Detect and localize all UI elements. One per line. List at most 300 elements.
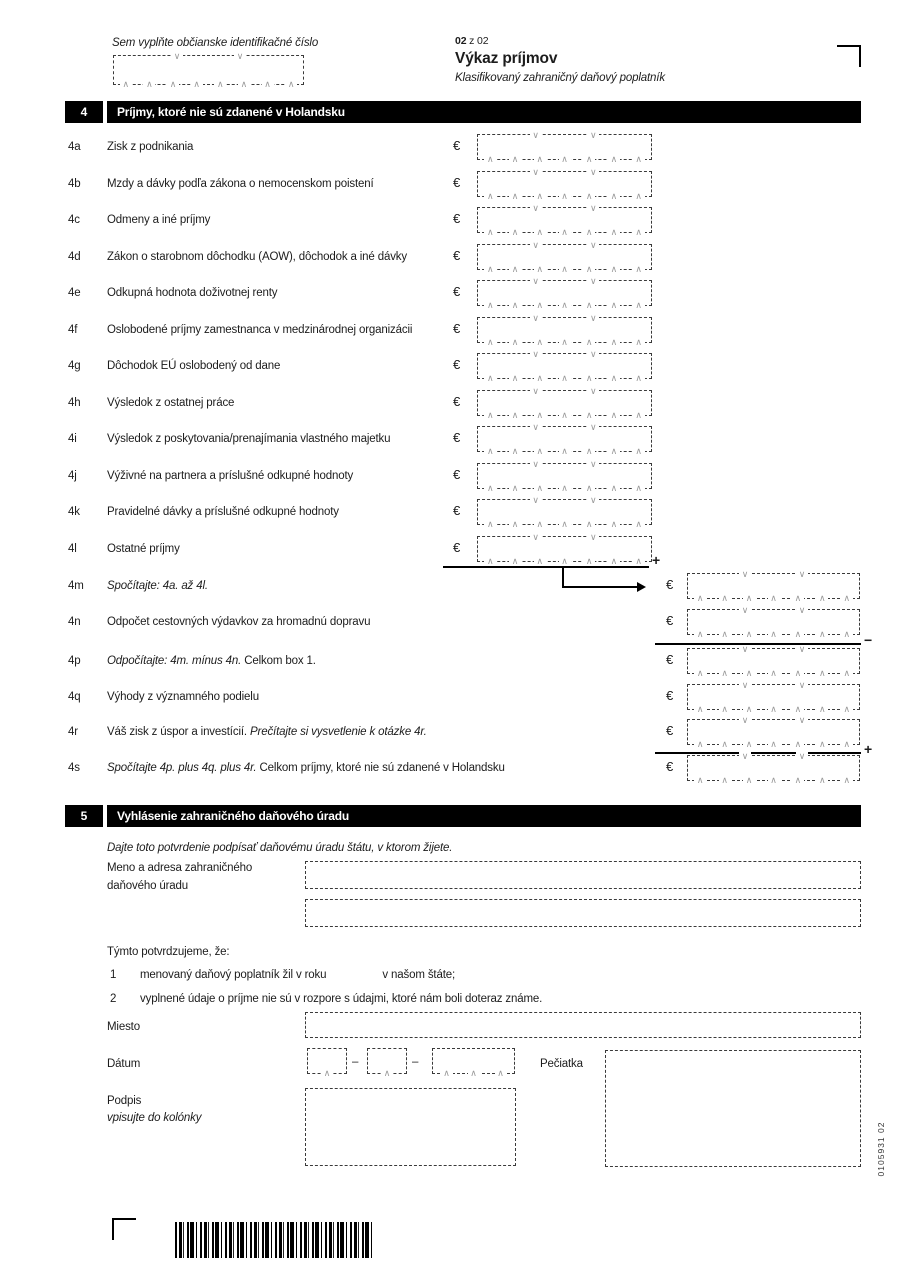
caret-up-icon: ∧ [608,520,620,528]
amount-input-4n[interactable] [687,605,860,639]
euro-symbol: € [666,577,674,592]
caret-up-icon: ∧ [768,594,780,602]
euro-symbol: € [666,652,674,667]
caret-down-icon: ∨ [530,204,542,212]
row-code-4q: 4q [68,691,81,703]
caret-down-icon: ∨ [587,460,599,468]
caret-up-icon: ∧ [768,669,780,677]
date-month-input[interactable] [367,1048,407,1078]
caret-up-icon: ∧ [608,228,620,236]
page-indicator [455,33,488,49]
caret-up-icon: ∧ [792,594,804,602]
amount-input-4j[interactable] [477,459,652,493]
caret-up-icon: ∧ [534,155,546,163]
caret-up-icon: ∧ [534,411,546,419]
euro-symbol: € [453,467,461,482]
section4-number: 4 [65,101,103,123]
row-label-4s [107,760,505,776]
caret-up-icon: ∧ [633,338,645,346]
amount-input-4e[interactable] [477,276,652,310]
caret-down-icon: ∨ [796,645,808,653]
caret-up-icon: ∧ [534,374,546,382]
caret-down-icon: ∨ [587,241,599,249]
row-label-4g: Dôchodok EÚ oslobodený od dane [107,360,281,372]
euro-symbol: € [453,540,461,555]
caret-down-icon: ∨ [739,570,751,578]
caret-up-icon: ∧ [608,155,620,163]
caret-up-icon: ∧ [816,594,828,602]
caret-up-icon: ∧ [743,630,755,638]
place-input[interactable] [305,1012,861,1038]
caret-up-icon: ∧ [484,265,496,273]
caret-up-icon: ∧ [559,520,571,528]
euro-symbol: € [666,613,674,628]
caret-up-icon: ∧ [719,776,731,784]
caret-down-icon: ∨ [587,131,599,139]
caret-down-icon: ∨ [530,387,542,395]
signature-note: vpisujte do kolónky [107,1112,202,1124]
caret-up-icon: ∧ [743,669,755,677]
amount-input-4d[interactable] [477,240,652,274]
row-label-4s-plain: Celkom príjmy, ktoré nie sú zdanené v Holandsku [259,762,505,774]
row-label-4f: Oslobodené príjmy zamestnanca v medzinárodnej organizácii [107,324,413,336]
caret-down-icon: ∨ [530,350,542,358]
caret-down-icon: ∨ [587,423,599,431]
caret-up-icon: ∧ [484,557,496,565]
caret-up-icon: ∧ [559,484,571,492]
caret-up-icon: ∧ [484,155,496,163]
caret-up-icon: ∧ [694,669,706,677]
row-label-4c: Odmeny a iné príjmy [107,214,211,226]
row-label-4i: Výsledok z poskytovania/prenajímania vlastného majetku [107,433,391,445]
caret-up-icon: ∧ [816,630,828,638]
caret-down-icon: ∨ [587,496,599,504]
caret-up-icon: ∧ [468,1069,480,1077]
row-code-4a: 4a [68,141,81,153]
office-name-input[interactable] [305,861,861,889]
caret-up-icon: ∧ [583,228,595,236]
caret-up-icon: ∧ [694,776,706,784]
caret-up-icon: ∧ [583,447,595,455]
caret-up-icon: ∧ [559,301,571,309]
caret-down-icon: ∨ [587,533,599,541]
amount-input-4k[interactable] [477,495,652,529]
caret-down-icon: ∨ [530,496,542,504]
row-label-4k: Pravidelné dávky a príslušné odkupné hodnoty [107,506,339,518]
caret-up-icon: ∧ [214,80,226,88]
row-label-4n: Odpočet cestovných výdavkov za hromadnú dopravu [107,616,371,628]
euro-symbol: € [453,503,461,518]
caret-up-icon: ∧ [583,338,595,346]
confirm-item1-before: menovaný daňový poplatník žil v roku [140,969,327,981]
amount-input-4l[interactable] [477,532,652,566]
caret-up-icon: ∧ [583,557,595,565]
citizen-id-label: Sem vyplňte občianske identifikačné číslo [112,37,319,49]
date-separator: – [412,1056,419,1068]
caret-down-icon: ∨ [587,168,599,176]
caret-up-icon: ∧ [694,740,706,748]
row-code-4n: 4n [68,616,81,628]
row-label-4r-italic: Prečítajte si vysvetlenie k otázke 4r. [250,726,427,738]
caret-up-icon: ∧ [583,484,595,492]
euro-symbol: € [453,394,461,409]
caret-up-icon: ∧ [768,630,780,638]
caret-up-icon: ∧ [583,411,595,419]
caret-up-icon: ∧ [484,301,496,309]
caret-up-icon: ∧ [238,80,250,88]
euro-symbol: € [453,248,461,263]
caret-up-icon: ∧ [583,301,595,309]
caret-down-icon: ∨ [234,52,246,60]
caret-up-icon: ∧ [484,411,496,419]
caret-up-icon: ∧ [191,80,203,88]
amount-input-4c[interactable] [477,203,652,237]
caret-up-icon: ∧ [694,630,706,638]
caret-up-icon: ∧ [381,1069,393,1077]
amount-input-4g[interactable] [477,349,652,383]
row-label-4d: Zákon o starobnom dôchodku (AOW), dôchodok a iné dávky [107,251,408,263]
row-code-4m: 4m [68,580,84,592]
row-code-4f: 4f [68,324,78,336]
caret-up-icon: ∧ [633,484,645,492]
caret-up-icon: ∧ [841,776,853,784]
amount-input-4r[interactable] [687,715,860,749]
plus-sign: + [652,552,661,568]
caret-up-icon: ∧ [509,228,521,236]
row-label-4j: Výživné na partnera a príslušné odkupné hodnoty [107,470,354,482]
section5-number: 5 [65,805,103,827]
caret-up-icon: ∧ [509,192,521,200]
caret-up-icon: ∧ [841,669,853,677]
caret-up-icon: ∧ [484,520,496,528]
arrow-right-icon [637,582,646,592]
caret-up-icon: ∧ [509,484,521,492]
caret-up-icon: ∧ [633,155,645,163]
caret-up-icon: ∧ [694,594,706,602]
row-code-4e: 4e [68,287,81,299]
citizen-id-input[interactable] [113,51,304,89]
amount-input-4f[interactable] [477,313,652,347]
caret-up-icon: ∧ [633,228,645,236]
caret-up-icon: ∧ [509,338,521,346]
caret-up-icon: ∧ [743,705,755,713]
caret-up-icon: ∧ [719,705,731,713]
section4-title: Príjmy, ktoré nie sú zdanené v Holandsku [107,101,861,123]
row-label-4a: Zisk z podnikania [107,141,194,153]
add-line [655,752,861,754]
caret-down-icon: ∨ [587,350,599,358]
amount-input-4s[interactable] [687,751,860,785]
sum-line-4l [443,566,649,568]
caret-down-icon: ∨ [587,387,599,395]
caret-down-icon: ∨ [530,168,542,176]
amount-input-4q[interactable] [687,680,860,714]
date-year-input[interactable] [432,1048,515,1078]
caret-up-icon: ∧ [633,301,645,309]
caret-down-icon: ∨ [739,681,751,689]
caret-up-icon: ∧ [559,374,571,382]
caret-down-icon: ∨ [796,606,808,614]
caret-up-icon: ∧ [509,265,521,273]
caret-up-icon: ∧ [509,301,521,309]
caret-up-icon: ∧ [534,301,546,309]
caret-up-icon: ∧ [559,192,571,200]
caret-down-icon: ∨ [530,423,542,431]
stamp-label: Pečiatka [540,1058,583,1070]
caret-up-icon: ∧ [559,338,571,346]
caret-down-icon: ∨ [530,533,542,541]
date-label: Dátum [107,1058,141,1070]
row-label-4r [107,724,427,740]
row-label-4p-plain: Celkom box 1. [244,655,316,667]
row-code-4k: 4k [68,506,80,518]
caret-up-icon: ∧ [633,265,645,273]
place-label: Miesto [107,1021,140,1033]
subtract-line [655,643,861,645]
caret-up-icon: ∧ [743,594,755,602]
office-label-line2: daňového úradu [107,880,189,892]
caret-up-icon: ∧ [608,557,620,565]
caret-up-icon: ∧ [495,1069,507,1077]
caret-up-icon: ∧ [583,192,595,200]
caret-up-icon: ∧ [768,776,780,784]
row-code-4l: 4l [68,543,77,555]
caret-up-icon: ∧ [792,669,804,677]
confirm-item1 [140,967,455,983]
caret-up-icon: ∧ [285,80,297,88]
caret-up-icon: ∧ [534,484,546,492]
date-day-input[interactable] [307,1048,347,1078]
caret-up-icon: ∧ [534,192,546,200]
caret-up-icon: ∧ [534,447,546,455]
caret-up-icon: ∧ [484,338,496,346]
caret-up-icon: ∧ [441,1069,453,1077]
caret-up-icon: ∧ [262,80,274,88]
caret-up-icon: ∧ [559,228,571,236]
row-code-4p: 4p [68,655,81,667]
caret-up-icon: ∧ [768,705,780,713]
row-code-4s: 4s [68,762,80,774]
caret-up-icon: ∧ [583,374,595,382]
row-code-4g: 4g [68,360,81,372]
signature-area[interactable] [305,1088,516,1166]
caret-up-icon: ∧ [792,630,804,638]
caret-up-icon: ∧ [792,740,804,748]
row-code-4j: 4j [68,470,77,482]
caret-up-icon: ∧ [608,301,620,309]
row-label-4b: Mzdy a dávky podľa zákona o nemocenskom poistení [107,178,374,190]
confirm-item2: vyplnené údaje o príjme nie sú v rozpore s údajmi, ktoré nám boli doteraz známe. [140,993,543,1005]
euro-symbol: € [666,723,674,738]
caret-down-icon: ∨ [587,204,599,212]
caret-up-icon: ∧ [321,1069,333,1077]
caret-down-icon: ∨ [796,752,808,760]
caret-up-icon: ∧ [559,411,571,419]
caret-up-icon: ∧ [694,705,706,713]
confirm-item1-number: 1 [110,969,117,981]
row-code-4c: 4c [68,214,80,226]
form-code: 0105931 02 [876,1121,886,1177]
caret-up-icon: ∧ [633,447,645,455]
signature-label: Podpis [107,1095,142,1107]
caret-up-icon: ∧ [534,228,546,236]
amount-input-4p[interactable] [687,644,860,678]
caret-up-icon: ∧ [633,374,645,382]
caret-up-icon: ∧ [719,630,731,638]
caret-up-icon: ∧ [559,155,571,163]
barcode [175,1222,372,1258]
caret-up-icon: ∧ [816,740,828,748]
caret-up-icon: ∧ [719,740,731,748]
caret-up-icon: ∧ [509,520,521,528]
euro-symbol: € [453,138,461,153]
page-title: Výkaz príjmov [455,50,558,67]
caret-up-icon: ∧ [534,338,546,346]
caret-up-icon: ∧ [792,776,804,784]
caret-up-icon: ∧ [841,705,853,713]
caret-up-icon: ∧ [743,740,755,748]
arrow-horizontal-line [562,586,638,588]
caret-down-icon: ∨ [530,314,542,322]
caret-up-icon: ∧ [633,411,645,419]
caret-up-icon: ∧ [608,338,620,346]
arrow-vertical-line [562,567,564,588]
caret-up-icon: ∧ [509,155,521,163]
caret-up-icon: ∧ [633,192,645,200]
crop-mark-top-right [837,45,861,67]
caret-up-icon: ∧ [143,80,155,88]
caret-up-icon: ∧ [608,192,620,200]
caret-down-icon: ∨ [739,645,751,653]
caret-up-icon: ∧ [743,776,755,784]
caret-up-icon: ∧ [509,557,521,565]
row-code-4b: 4b [68,178,81,190]
office-address-input[interactable] [305,899,861,927]
caret-up-icon: ∧ [509,374,521,382]
caret-up-icon: ∧ [583,520,595,528]
caret-up-icon: ∧ [583,155,595,163]
euro-symbol: € [453,284,461,299]
caret-up-icon: ∧ [792,705,804,713]
caret-up-icon: ∧ [484,484,496,492]
caret-up-icon: ∧ [559,265,571,273]
confirm-item2-number: 2 [110,993,117,1005]
row-code-4d: 4d [68,251,81,263]
caret-up-icon: ∧ [633,557,645,565]
caret-up-icon: ∧ [816,776,828,784]
amount-input-4h[interactable] [477,386,652,420]
caret-up-icon: ∧ [559,557,571,565]
caret-down-icon: ∨ [587,314,599,322]
page-indicator-of: z 02 [469,35,489,47]
caret-down-icon: ∨ [530,131,542,139]
amount-input-4a[interactable] [477,130,652,164]
euro-symbol: € [453,211,461,226]
row-label-4p [107,653,316,669]
euro-symbol: € [453,321,461,336]
row-label-4e: Odkupná hodnota doživotnej renty [107,287,278,299]
row-label-4m [107,578,208,594]
caret-down-icon: ∨ [530,460,542,468]
minus-sign: − [864,632,873,648]
amount-input-4b[interactable] [477,167,652,201]
confirm-item1-after: v našom štáte; [382,969,456,981]
amount-input-4m[interactable] [687,569,860,603]
caret-up-icon: ∧ [841,740,853,748]
row-label-4m-italic: Spočítajte: 4a. až 4l. [107,580,208,592]
caret-up-icon: ∧ [534,520,546,528]
caret-down-icon: ∨ [530,277,542,285]
row-label-4l: Ostatné príjmy [107,543,180,555]
caret-up-icon: ∧ [534,557,546,565]
caret-up-icon: ∧ [583,265,595,273]
caret-down-icon: ∨ [587,277,599,285]
caret-up-icon: ∧ [509,447,521,455]
caret-down-icon: ∨ [739,606,751,614]
caret-down-icon: ∨ [796,570,808,578]
stamp-area[interactable] [605,1050,861,1167]
caret-up-icon: ∧ [841,594,853,602]
confirm-intro: Týmto potvrdzujeme, že: [107,946,230,958]
caret-down-icon: ∨ [530,241,542,249]
caret-up-icon: ∧ [608,484,620,492]
caret-down-icon: ∨ [796,681,808,689]
caret-up-icon: ∧ [719,594,731,602]
caret-down-icon: ∨ [739,752,751,760]
caret-down-icon: ∨ [796,716,808,724]
caret-up-icon: ∧ [167,80,179,88]
crop-mark-bottom-left [112,1218,136,1240]
caret-up-icon: ∧ [484,374,496,382]
caret-up-icon: ∧ [608,265,620,273]
euro-symbol: € [453,175,461,190]
caret-up-icon: ∧ [719,669,731,677]
caret-up-icon: ∧ [608,447,620,455]
row-label-4q: Výhody z významného podielu [107,691,259,703]
caret-up-icon: ∧ [768,740,780,748]
row-code-4h: 4h [68,397,81,409]
caret-up-icon: ∧ [608,411,620,419]
caret-up-icon: ∧ [120,80,132,88]
row-code-4r: 4r [68,726,78,738]
caret-up-icon: ∧ [484,228,496,236]
section5-instruction: Dajte toto potvrdenie podpísať daňovému úradu štátu, v ktorom žijete. [107,842,453,854]
euro-symbol: € [666,759,674,774]
page-indicator-number: 02 [455,35,467,47]
caret-up-icon: ∧ [559,447,571,455]
amount-input-4i[interactable] [477,422,652,456]
office-label-line1: Meno a adresa zahraničného [107,862,253,874]
caret-up-icon: ∧ [509,411,521,419]
caret-up-icon: ∧ [816,705,828,713]
plus-sign: + [864,741,873,757]
caret-up-icon: ∧ [816,669,828,677]
row-label-4h: Výsledok z ostatnej práce [107,397,235,409]
row-code-4i: 4i [68,433,77,445]
euro-symbol: € [453,430,461,445]
euro-symbol: € [666,688,674,703]
caret-down-icon: ∨ [739,716,751,724]
caret-up-icon: ∧ [633,520,645,528]
date-separator: – [352,1056,359,1068]
section5-title: Vyhlásenie zahraničného daňového úradu [107,805,861,827]
caret-up-icon: ∧ [484,447,496,455]
caret-down-icon: ∨ [171,52,183,60]
row-label-4r-plain: Váš zisk z úspor a investícií. [107,726,247,738]
page-subtitle: Klasifikovaný zahraničný daňový poplatník [455,72,665,84]
row-label-4p-italic: Odpočítajte: 4m. mínus 4n. [107,655,242,667]
euro-symbol: € [453,357,461,372]
